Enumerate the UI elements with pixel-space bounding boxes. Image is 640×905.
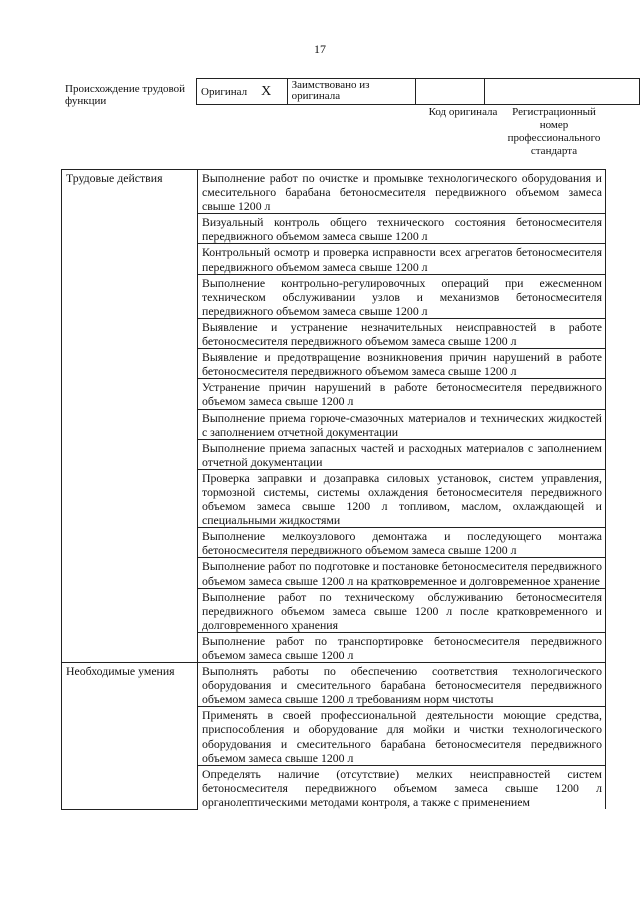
table-cell: Выполнение работ по техническому обслуживанию бетоносмесителя передвижного объемом замеса свыше 1200 л после кратковременного и долговременного хранения <box>198 588 606 632</box>
functions-table-body <box>62 170 606 810</box>
table-cell: Выполнение мелкоузлового демонтажа и последующего монтажа бетоносмесителя передвижного объемом замеса свыше 1200 л <box>198 528 606 558</box>
registration-caption: Регистрационный номер профессионального стандарта <box>507 106 601 157</box>
table-cell: Определять наличие (отсутствие) мелких неисправностей систем бетоносмесителя передвижного объемом замеса свыше 1200 л органолептическими методами контроля, а также с применением <box>198 765 606 809</box>
table-cell: Проверка заправки и дозаправка силовых установок, систем управления, тормозной системы, системы охлаждения бетоносмесителя передвижного объемом замеса свыше 1200 л топливом, маслом, охлаждающей и специальными жидкостями <box>198 469 606 527</box>
origin-row <box>197 79 640 105</box>
page-number: 17 <box>314 42 326 56</box>
table-cell: Выявление и предотвращение возникновения причин нарушений в работе бетоносмесителя передвижного объемом замеса свыше 1200 л <box>198 349 606 379</box>
table-cell: Выявление и устранение незначительных неисправностей в работе бетоносмесителя передвижного объемом замеса свыше 1200 л <box>198 318 606 348</box>
table-cell: Выполнение приема запасных частей и расходных материалов с заполнением отчетной документации <box>198 439 606 469</box>
table-cell: Выполнение приема горюче-смазочных материалов и технических жидкостей с заполнением отчетной документации <box>198 409 606 439</box>
table-row <box>62 170 606 214</box>
table-cell: Выполнение работ по транспортировке бетоносмесителя передвижного объемом замеса свыше 1200 л <box>198 632 606 662</box>
code-cell <box>415 79 484 105</box>
registration-cell <box>484 79 639 105</box>
original-label: Оригинал <box>201 85 248 98</box>
table-cell: Выполнение работ по подготовке и постановке бетоносмесителя передвижного объемом замеса свыше 1200 л на кратковременное и долговременное хранение <box>198 558 606 588</box>
origin-table <box>196 78 640 105</box>
original-cell <box>197 79 288 105</box>
table-cell: Контрольный осмотр и проверка исправности всех агрегатов бетоносмесителя передвижного объемом замеса свыше 1200 л <box>198 244 606 274</box>
table-cell: Устранение причин нарушений в работе бетоносмесителя передвижного объемом замеса свыше 1200 л <box>198 379 606 409</box>
code-caption: Код оригинала <box>428 106 498 118</box>
section-label: Трудовые действия <box>62 170 198 663</box>
original-mark: X <box>261 83 272 99</box>
table-cell: Выполнять работы по обеспечению соответствия технологического оборудования и смесительного барабана бетоносмесителя передвижного объемом замеса свыше 1200 л требованиям норм чистоты <box>198 663 606 707</box>
origin-label: Происхождение трудовой функции <box>65 83 186 107</box>
table-cell: Выполнение работ по очистке и промывке технологического оборудования и смесительного барабана бетоносмесителя передвижного объемом замеса свыше 1200 л <box>198 170 606 214</box>
functions-table <box>61 169 606 810</box>
table-cell: Визуальный контроль общего технического состояния бетоносмесителя передвижного объемом замеса свыше 1200 л <box>198 214 606 244</box>
borrowed-cell: Заимствовано из оригинала <box>287 79 415 105</box>
table-cell: Применять в своей профессиональной деятельности моющие средства, приспособления и оборудование для мойки и чистки технологического оборудования и смесительного барабана бетоносмесителя передвижного объемом замеса свыше 1200 л <box>198 707 606 765</box>
section-label: Необходимые умения <box>62 663 198 809</box>
table-row <box>62 663 606 707</box>
table-cell: Выполнение контрольно-регулировочных операций при ежесменном техническом обслуживании узлов и механизмов бетоносмесителя передвижного объемом замеса свыше 1200 л <box>198 274 606 318</box>
